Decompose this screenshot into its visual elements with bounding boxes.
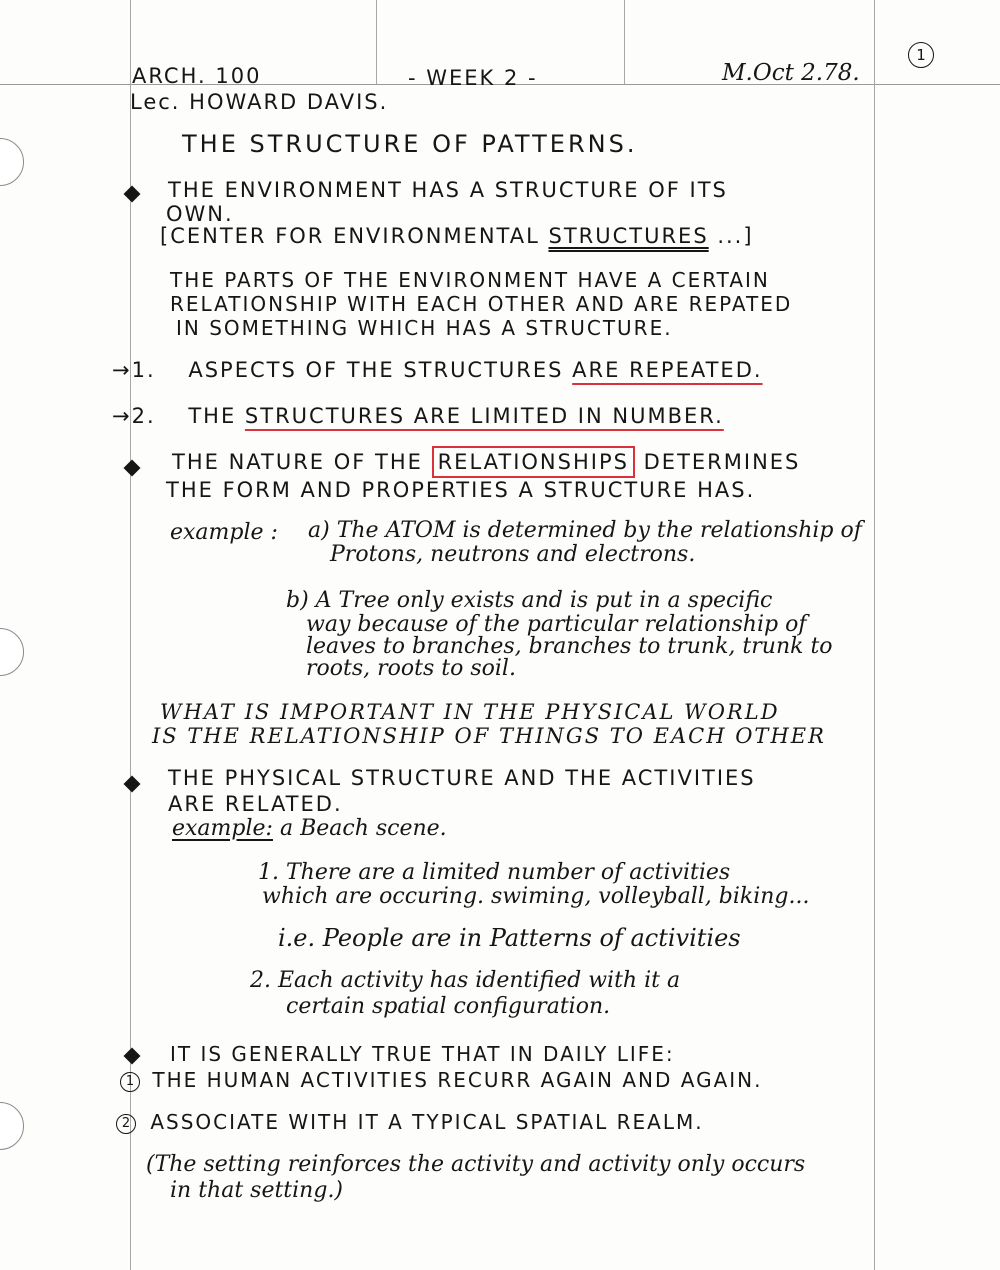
daily-life-line: 1 THE HUMAN ACTIVITIES RECURR AGAIN AND AGAIN. [120, 1070, 762, 1092]
example-label: example : [170, 520, 278, 545]
beach-example: example: a Beach scene. [172, 816, 447, 841]
environment-structure-line: OWN. [166, 202, 234, 226]
physical-line: ARE RELATED. [168, 792, 343, 816]
beach-item: 2. Each activity has identified with it a [250, 968, 681, 993]
right-margin-line [874, 0, 875, 1270]
environment-structure-line: THE ENVIRONMENT HAS A STRUCTURE OF ITS [168, 178, 728, 202]
circled-number: 1 [120, 1072, 140, 1092]
beach-item: which are occuring. swiming, volleyball, biking... [262, 884, 810, 909]
lecture-date: M.Oct 2.78. [722, 60, 860, 86]
week-label: - WEEK 2 - [408, 66, 538, 90]
diamond-bullet-icon [124, 1048, 141, 1065]
arrow-right-icon: → [112, 358, 130, 382]
diamond-bullet-icon [124, 776, 141, 793]
beach-item: certain spatial configuration. [286, 994, 611, 1019]
course-code: ARCH. 100 [132, 64, 262, 88]
nature-line: THE NATURE OF THE RELATIONSHIPS DETERMINES [172, 452, 800, 473]
center-reference: [CENTER FOR ENVIRONMENTAL STRUCTURES ...] [160, 224, 754, 248]
example-a-line: Protons, neutrons and electrons. [330, 542, 696, 567]
punch-hole [0, 1102, 24, 1150]
parts-line: THE PARTS OF THE ENVIRONMENT HAVE A CERTAIN [170, 268, 770, 292]
lecturer-name: Lec. HOWARD DAVIS. [130, 90, 389, 114]
arrow-right-icon: → [112, 404, 130, 428]
example-b-line: leaves to branches, branches to trunk, trunk to [306, 634, 833, 659]
physical-line: THE PHYSICAL STRUCTURE AND THE ACTIVITIES [168, 766, 756, 790]
setting-note: (The setting reinforces the activity and activity only occurs [146, 1152, 806, 1177]
important-line: IS THE RELATIONSHIP OF THINGS TO EACH OTHER [152, 724, 826, 748]
page-number: 1 [908, 42, 934, 68]
header-divider-1 [376, 0, 377, 84]
punch-hole [0, 138, 24, 186]
example-b-line: roots, roots to soil. [306, 656, 516, 681]
diamond-bullet-icon [124, 460, 141, 477]
parts-line: IN SOMETHING WHICH HAS A STRUCTURE. [176, 316, 673, 340]
beach-item: 1. There are a limited number of activities [258, 860, 731, 885]
daily-life-line: IT IS GENERALLY TRUE THAT IN DAILY LIFE: [170, 1042, 675, 1066]
example-b-line: b) A Tree only exists and is put in a specific [286, 588, 773, 613]
diamond-bullet-icon [124, 186, 141, 203]
important-line: WHAT IS IMPORTANT IN THE PHYSICAL WORLD [160, 700, 780, 724]
structures-limited: →2. THE STRUCTURES ARE LIMITED IN NUMBER. [112, 404, 724, 428]
page-title: THE STRUCTURE OF PATTERNS. [182, 130, 638, 158]
aspects-repeated: →1. ASPECTS OF THE STRUCTURES ARE REPEATED. [112, 358, 763, 382]
daily-life-line: 2 ASSOCIATE WITH IT A TYPICAL SPATIAL REALM. [116, 1112, 704, 1134]
parts-line: RELATIONSHIP WITH EACH OTHER AND ARE REPATED [170, 292, 793, 316]
setting-note: in that setting.) [170, 1178, 344, 1203]
circled-number: 2 [116, 1114, 136, 1134]
nature-line: THE FORM AND PROPERTIES A STRUCTURE HAS. [166, 478, 756, 502]
beach-ie: i.e. People are in Patterns of activities [278, 924, 741, 952]
example-a-line: a) The ATOM is determined by the relationship of [308, 518, 862, 543]
punch-hole [0, 628, 24, 676]
header-divider-2 [624, 0, 625, 84]
example-b-line: way because of the particular relationship of [306, 612, 807, 637]
